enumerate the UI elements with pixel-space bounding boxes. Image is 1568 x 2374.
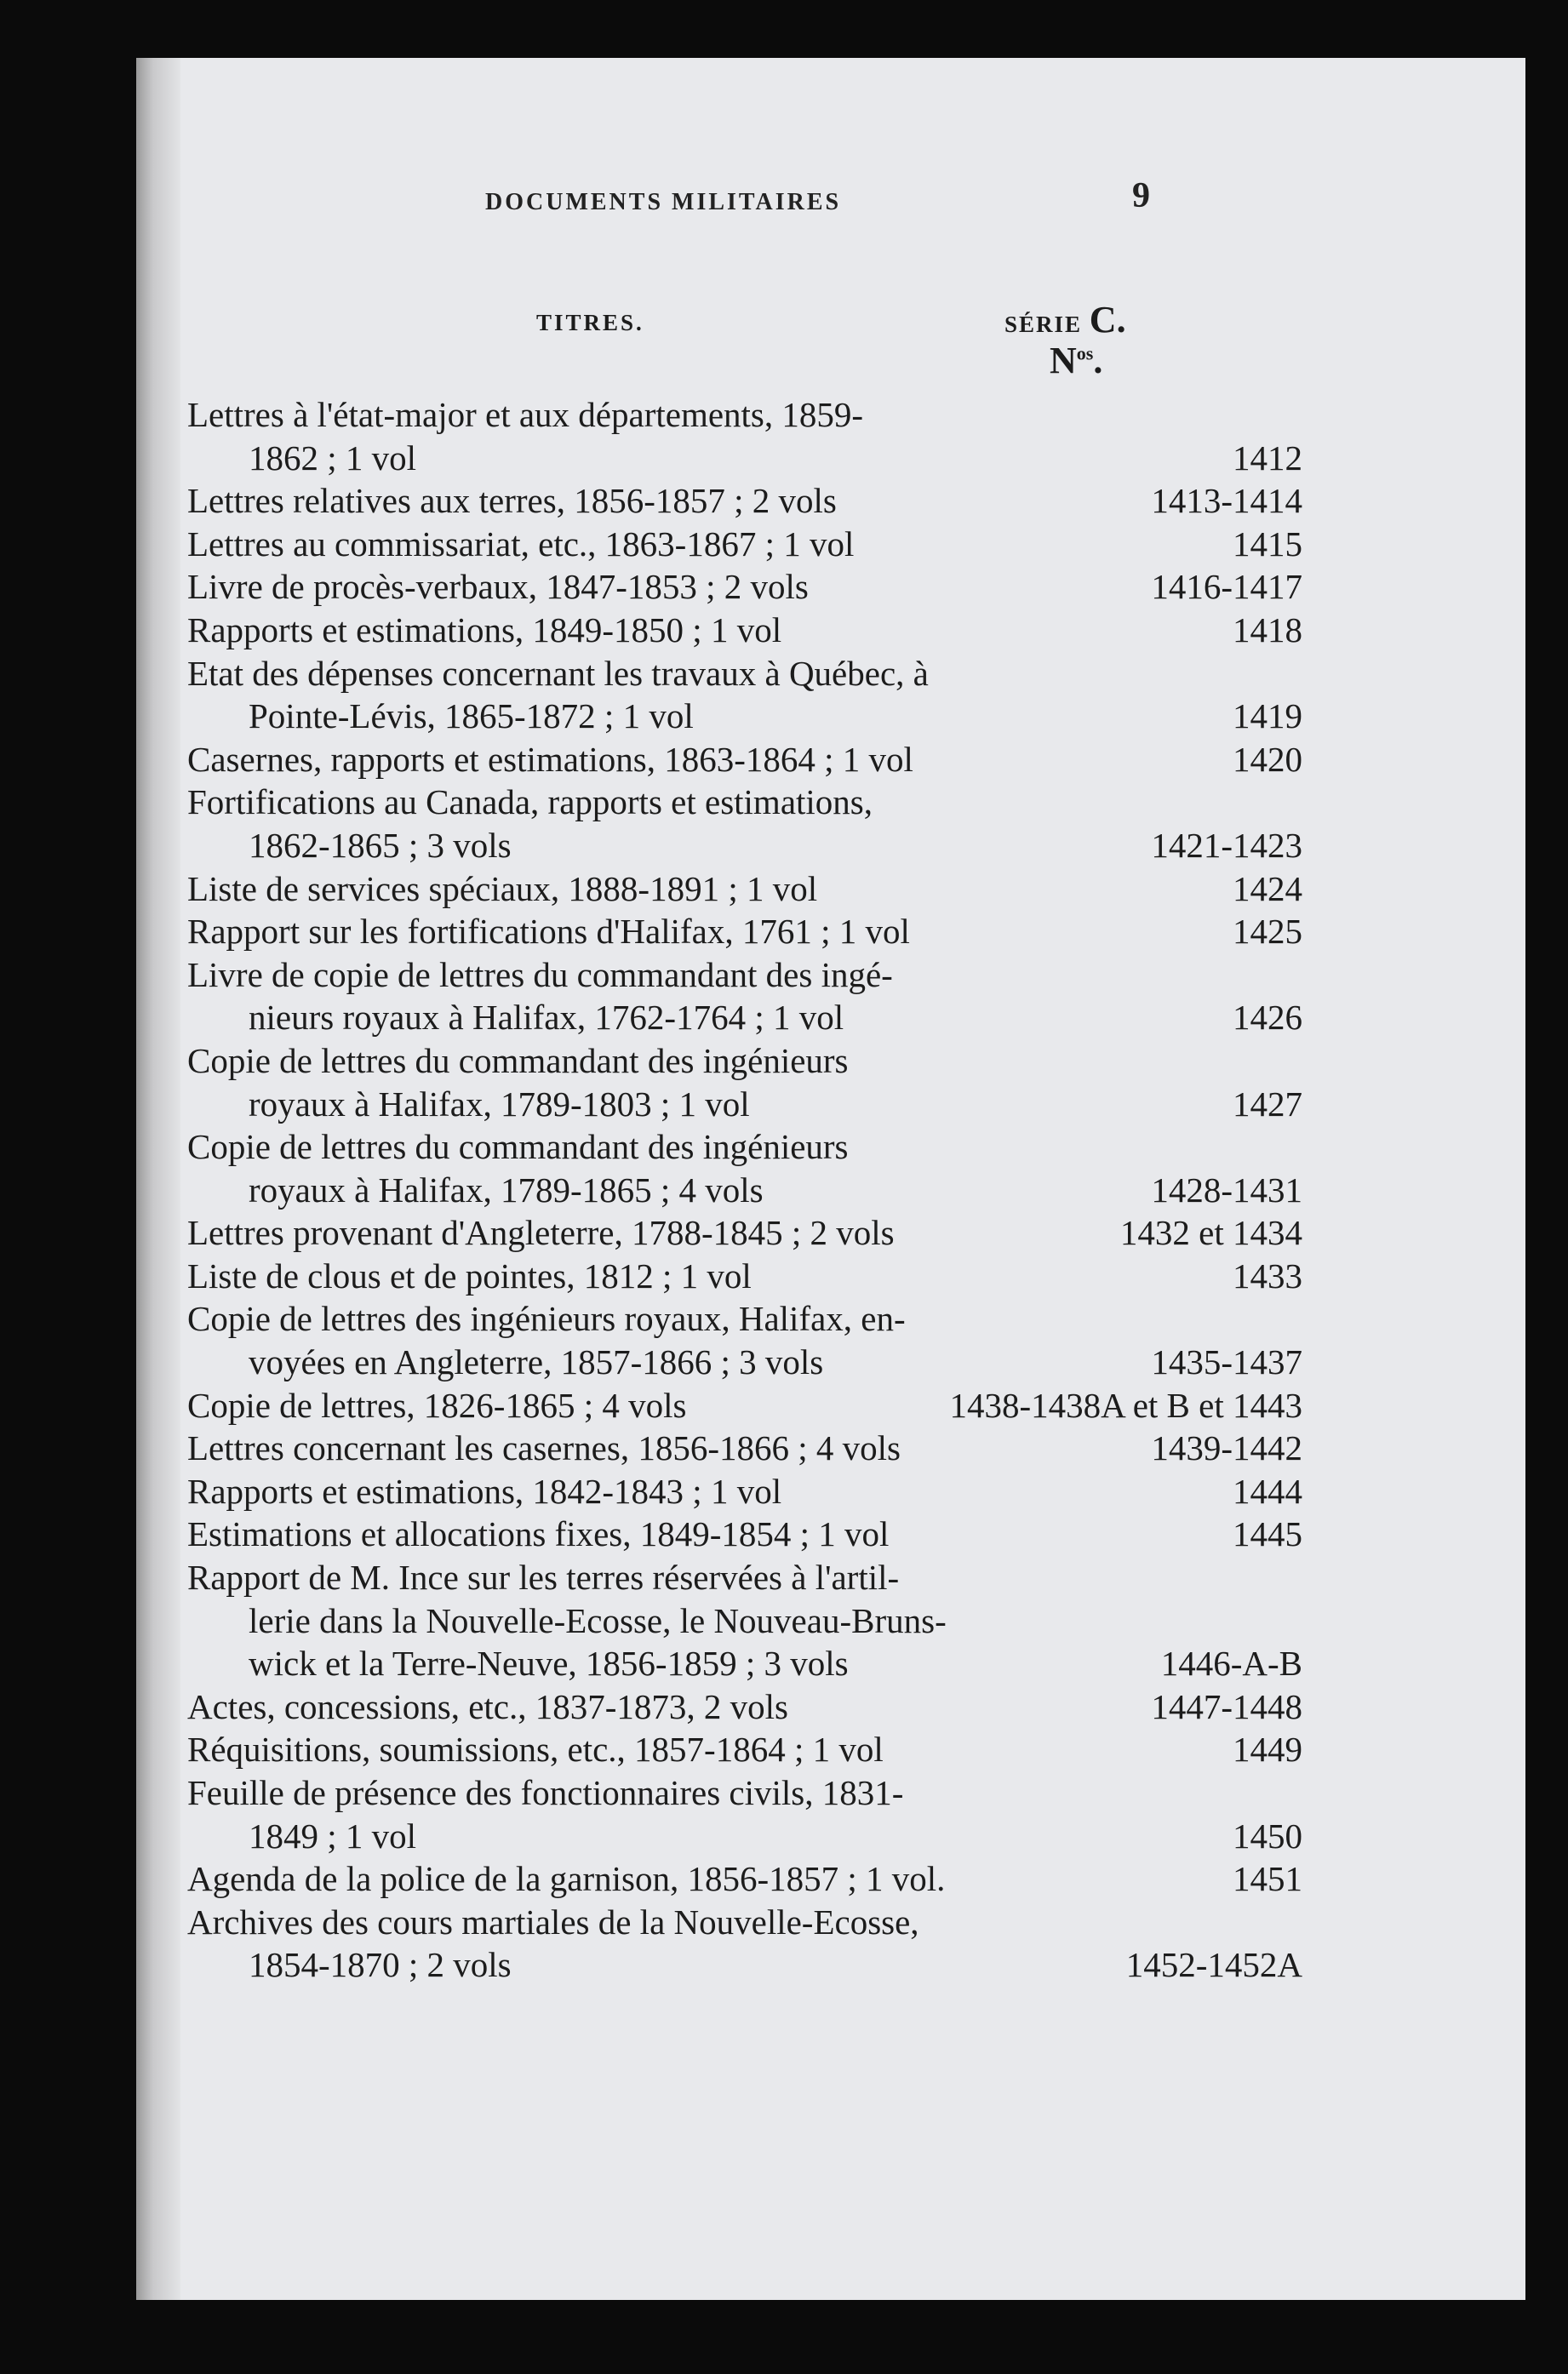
entry-continuation-line <box>187 1815 1302 1858</box>
entry-continuation-line <box>187 1341 1302 1384</box>
entry-title-line <box>187 1771 1302 1815</box>
entry-number: 1426 <box>1228 996 1302 1039</box>
entry-text: lerie dans la Nouvelle-Ecosse, le Nouveau-Bruns- <box>249 1600 947 1640</box>
entry-number: 1435-1437 <box>1146 1341 1302 1384</box>
entry-text: 1854-1870 ; 2 vols <box>249 1945 512 1985</box>
entry-number: 1450 <box>1228 1815 1302 1858</box>
entry-text: nieurs royaux à Halifax, 1762-1764 ; 1 vol <box>249 998 844 1038</box>
entry-text: 1862-1865 ; 3 vols <box>249 825 512 865</box>
entry-number: 1438-1438A et B et 1443 <box>944 1384 1302 1427</box>
entry-text: Rapports et estimations, 1849-1850 ; 1 vol <box>187 609 782 649</box>
entry-title-line <box>187 652 1302 695</box>
numbers-dot: . <box>1093 340 1103 381</box>
entry-text: Liste de clous et de pointes, 1812 ; 1 vol <box>187 1256 752 1296</box>
entry-title-line <box>187 867 1302 911</box>
running-header: DOCUMENTS MILITAIRES <box>485 189 842 215</box>
entry-title-line <box>187 1901 1302 1944</box>
entry-continuation-line <box>187 824 1302 867</box>
entry-number: 1420 <box>1228 738 1302 781</box>
entry-continuation-line <box>187 695 1302 738</box>
entry-text: Casernes, rapports et estimations, 1863-1864 ; 1 vol <box>187 739 913 779</box>
entry-text: Livre de procès-verbaux, 1847-1853 ; 2 vols <box>187 567 809 607</box>
entry-number: 1415 <box>1228 523 1302 566</box>
entry-continuation-line <box>187 996 1302 1039</box>
entry-text: Actes, concessions, etc., 1837-1873, 2 vols <box>187 1686 788 1726</box>
entry-text: Copie de lettres du commandant des ingénieurs <box>187 1127 849 1167</box>
entry-continuation-line <box>187 1642 1302 1685</box>
entry-continuation-line <box>187 1599 1302 1643</box>
entry-number: 1432 et 1434 <box>1115 1211 1302 1255</box>
entry-title-line <box>187 1211 1302 1255</box>
entry-text: Pointe-Lévis, 1865-1872 ; 1 vol <box>249 696 694 736</box>
catalogue-entries <box>187 393 1302 1987</box>
entry-text: 1849 ; 1 vol <box>249 1816 417 1856</box>
entry-title-line <box>187 1384 1302 1427</box>
entry-continuation-line <box>187 1083 1302 1126</box>
entry-text: Lettres au commissariat, etc., 1863-1867 ; 1 vol <box>187 523 855 563</box>
entry-number: 1421-1423 <box>1146 824 1302 867</box>
entry-continuation-line <box>187 437 1302 480</box>
entry-text: Copie de lettres, 1826-1865 ; 4 vols <box>187 1385 687 1425</box>
entry-text: Rapport sur les fortifications d'Halifax, 1761 ; 1 vol <box>187 912 910 952</box>
entry-title-line <box>187 479 1302 523</box>
entry-text: Archives des cours martiales de la Nouvelle-Ecosse, <box>187 1902 919 1942</box>
entry-title-line <box>187 1513 1302 1556</box>
entry-title-line <box>187 910 1302 953</box>
series-letter: C. <box>1089 299 1126 340</box>
entry-title-line <box>187 565 1302 609</box>
entry-text: voyées en Angleterre, 1857-1866 ; 3 vols <box>249 1342 824 1382</box>
entry-number: 1419 <box>1228 695 1302 738</box>
entry-text: royaux à Halifax, 1789-1865 ; 4 vols <box>249 1170 764 1210</box>
entry-text: Copie de lettres des ingénieurs royaux, Halifax, en- <box>187 1299 906 1339</box>
numbers-label: N <box>1050 340 1077 381</box>
entry-number: 1449 <box>1228 1728 1302 1771</box>
entry-title-line <box>187 1427 1302 1470</box>
entry-title-line <box>187 609 1302 652</box>
entry-number: 1433 <box>1228 1255 1302 1298</box>
entry-number: 1416-1417 <box>1146 565 1302 609</box>
entry-text: 1862 ; 1 vol <box>249 438 417 478</box>
entry-text: Liste de services spéciaux, 1888-1891 ; 1 vol <box>187 868 818 908</box>
entry-title-line <box>187 523 1302 566</box>
entry-text: Etat des dépenses concernant les travaux à Québec, à <box>187 653 929 693</box>
entry-text: Copie de lettres du commandant des ingénieurs <box>187 1040 849 1080</box>
entry-text: Rapport de M. Ince sur les terres réservées à l'artil- <box>187 1558 900 1598</box>
page-number: 9 <box>1132 176 1150 215</box>
entry-number: 1444 <box>1228 1470 1302 1513</box>
entry-number: 1452-1452A <box>1121 1943 1302 1987</box>
entry-text: Lettres concernant les casernes, 1856-1866 ; 4 vols <box>187 1428 901 1468</box>
entry-number: 1428-1431 <box>1146 1169 1302 1212</box>
entry-text: royaux à Halifax, 1789-1803 ; 1 vol <box>249 1084 750 1124</box>
entry-title-line <box>187 1857 1302 1901</box>
entry-title-line <box>187 738 1302 781</box>
entry-text: Rapports et estimations, 1842-1843 ; 1 vol <box>187 1471 782 1511</box>
entry-title-line <box>187 1728 1302 1771</box>
entry-text: Fortifications au Canada, rapports et estimations, <box>187 782 873 822</box>
entry-text: Estimations et allocations fixes, 1849-1854 ; 1 vol <box>187 1514 890 1554</box>
entry-number: 1439-1442 <box>1146 1427 1302 1470</box>
entry-number: 1445 <box>1228 1513 1302 1556</box>
entry-title-line <box>187 1255 1302 1298</box>
page-binding-edge <box>136 58 180 2300</box>
entry-number: 1446-A-B <box>1156 1642 1302 1685</box>
entry-title-line <box>187 1297 1302 1341</box>
entry-title-line <box>187 393 1302 437</box>
entry-number: 1451 <box>1228 1857 1302 1901</box>
column-heading-titles: TITRES. <box>536 310 644 335</box>
entry-number: 1427 <box>1228 1083 1302 1126</box>
entry-title-line <box>187 1039 1302 1083</box>
entry-continuation-line <box>187 1169 1302 1212</box>
entry-text: Lettres relatives aux terres, 1856-1857 ; 2 vols <box>187 481 837 521</box>
entry-title-line <box>187 1685 1302 1729</box>
entry-text: Lettres provenant d'Angleterre, 1788-1845 ; 2 vols <box>187 1213 895 1253</box>
entry-text: Livre de copie de lettres du commandant des ingé- <box>187 954 893 994</box>
entry-title-line <box>187 1556 1302 1599</box>
entry-number: 1412 <box>1228 437 1302 480</box>
entry-number: 1447-1448 <box>1146 1685 1302 1729</box>
entry-number: 1424 <box>1228 867 1302 911</box>
entry-number: 1413-1414 <box>1146 479 1302 523</box>
column-heading-series <box>1004 298 1277 341</box>
entry-title-line <box>187 781 1302 824</box>
entry-number: 1425 <box>1228 910 1302 953</box>
entry-text: Agenda de la police de la garnison, 1856-1857 ; 1 vol. <box>187 1859 946 1899</box>
entry-text: Feuille de présence des fonctionnaires civils, 1831- <box>187 1773 904 1812</box>
entry-title-line <box>187 953 1302 997</box>
entry-title-line <box>187 1470 1302 1513</box>
entry-continuation-line <box>187 1943 1302 1987</box>
entry-text: wick et la Terre-Neuve, 1856-1859 ; 3 vols <box>249 1644 849 1684</box>
entry-number: 1418 <box>1228 609 1302 652</box>
entry-title-line <box>187 1125 1302 1169</box>
column-heading-numbers <box>1050 339 1102 382</box>
numbers-superscript: os <box>1076 342 1094 364</box>
series-prefix: SÉRIE <box>1004 312 1083 337</box>
entry-text: Réquisitions, soumissions, etc., 1857-1864 ; 1 vol <box>187 1730 884 1770</box>
entry-text: Lettres à l'état-major et aux départements, 1859- <box>187 395 864 434</box>
